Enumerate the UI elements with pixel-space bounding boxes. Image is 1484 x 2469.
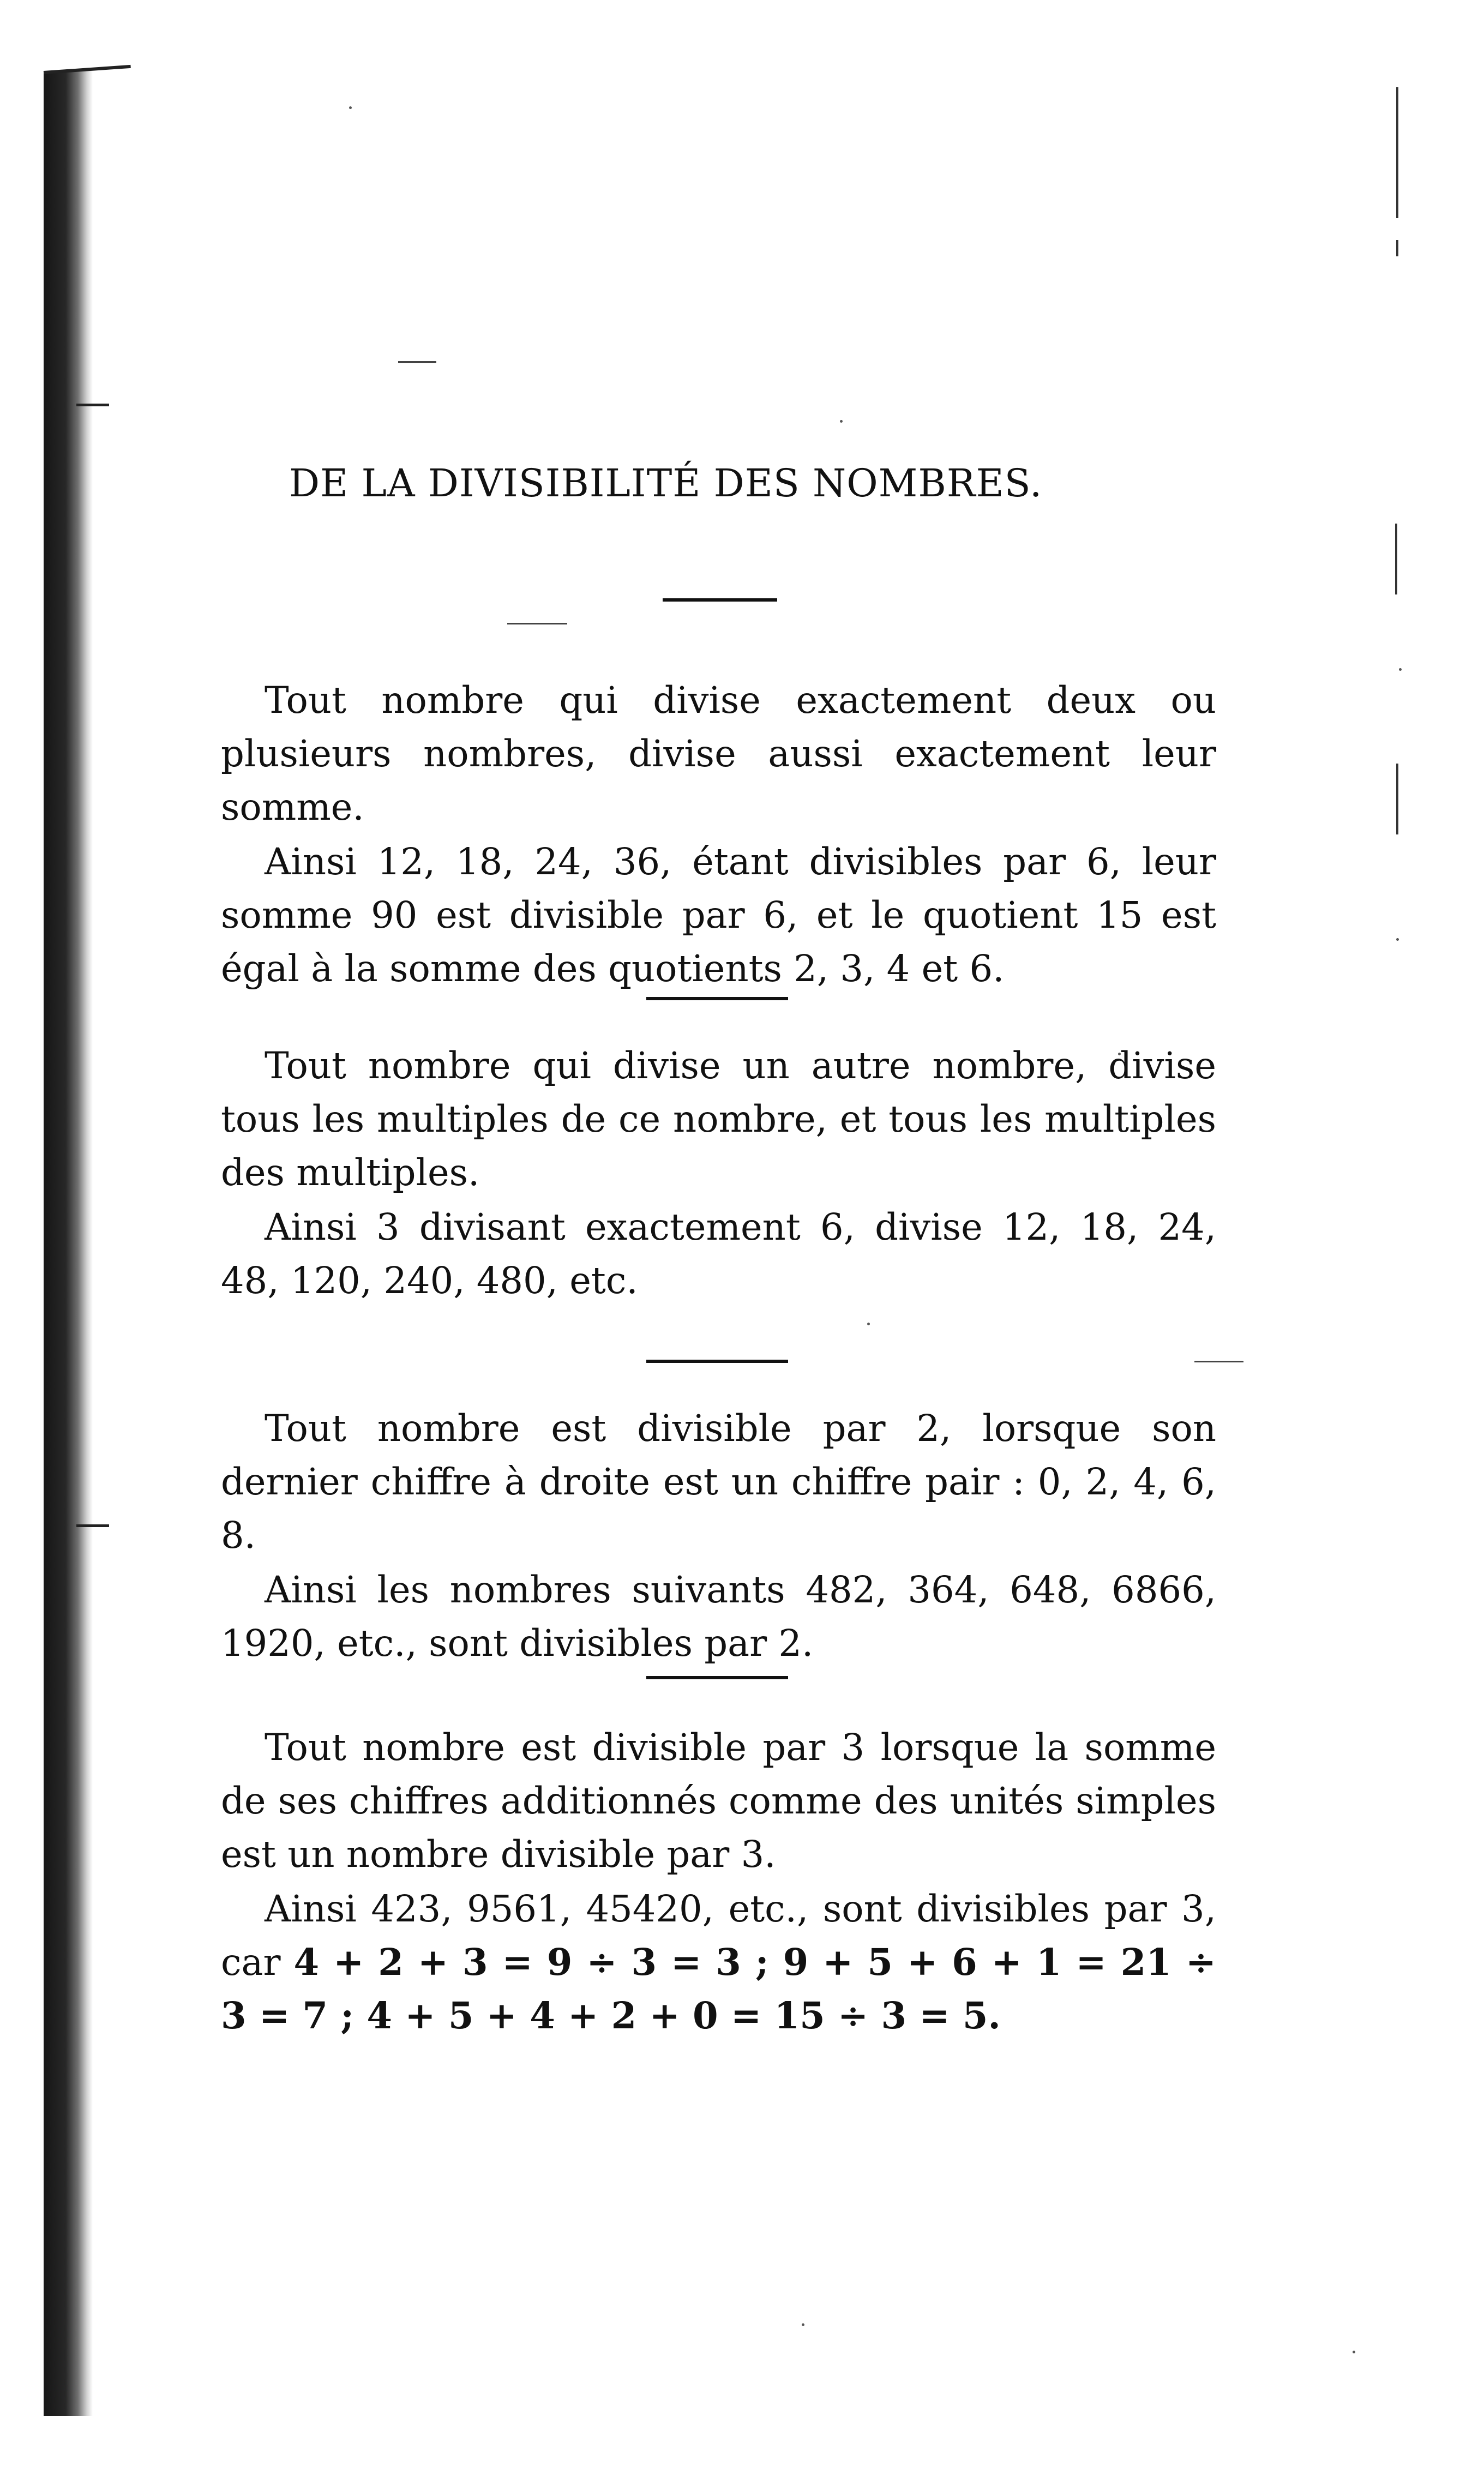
margin-mark — [1396, 87, 1398, 218]
section-divider — [646, 997, 788, 1000]
binding-notch — [76, 404, 109, 406]
section-divisibility-by-3 — [221, 1721, 1216, 2043]
margin-mark — [1396, 764, 1398, 834]
stray-dash — [398, 361, 436, 363]
rule-example — [221, 1882, 1216, 2043]
stray-dash — [507, 623, 567, 624]
section-divider — [663, 598, 777, 602]
section-divider — [646, 1360, 788, 1363]
speck — [802, 2323, 804, 2326]
binding-notch — [76, 1524, 109, 1527]
digit-sum-formula: 4 + 2 + 3 = 9 ÷ 3 = 3 ; 9 + 5 + 6 + 1 = 21 ÷ 3 = 7 ; 4 + 5 + 4 + 2 + 0 = 15 ÷ 3 = 5. — [221, 1941, 1216, 2037]
speck — [840, 420, 843, 423]
speck — [1353, 2351, 1355, 2353]
rule-statement: Tout nombre est divisible par 3 lorsque la somme de ses chiffres additionnés comme des unités simples est un nombre divisible par 3. — [221, 1726, 1216, 1876]
section-divisibility-by-2 — [221, 1402, 1216, 1670]
rule-statement: Tout nombre qui divise un autre nombre, divise tous les multiples de ce nombre, et tous les multiples des multiples. — [221, 1044, 1216, 1194]
margin-mark — [1396, 240, 1398, 256]
section-divisibility-of-sum — [221, 674, 1216, 995]
speck — [1399, 668, 1402, 671]
margin-mark — [1395, 524, 1397, 594]
section-divisibility-of-multiples — [221, 1039, 1216, 1307]
section-divider — [646, 1676, 788, 1679]
rule-example: Ainsi les nombres suivants 482, 364, 648, 6866, 1920, etc., sont divisibles par 2. — [221, 1569, 1216, 1665]
speck — [1396, 938, 1399, 941]
speck — [349, 106, 352, 109]
rule-statement: Tout nombre est divisible par 2, lorsque son dernier chiffre à droite est un chiffre pair : 0, 2, 4, 6, 8. — [221, 1407, 1216, 1557]
speck — [867, 1323, 870, 1325]
rule-example: Ainsi 3 divisant exactement 6, divise 12, 18, 24, 48, 120, 240, 480, etc. — [221, 1206, 1216, 1302]
page-title: DE LA DIVISIBILITÉ DES NOMBRES. — [289, 461, 1043, 506]
rule-example: Ainsi 12, 18, 24, 36, étant divisibles par 6, leur somme 90 est divisible par 6, et le quotient 15 est égal à la somme des quotients 2, 3, 4 et 6. — [221, 840, 1216, 990]
rule-example-text: Ainsi 423, 9561, 45420, etc., sont divisibles par 3, car — [221, 1888, 1216, 1984]
rule-statement: Tout nombre qui divise exactement deux ou plusieurs nombres, divise aussi exactement leur somme. — [221, 679, 1216, 828]
binding-shadow — [44, 71, 93, 2416]
stray-dash — [1194, 1361, 1243, 1362]
